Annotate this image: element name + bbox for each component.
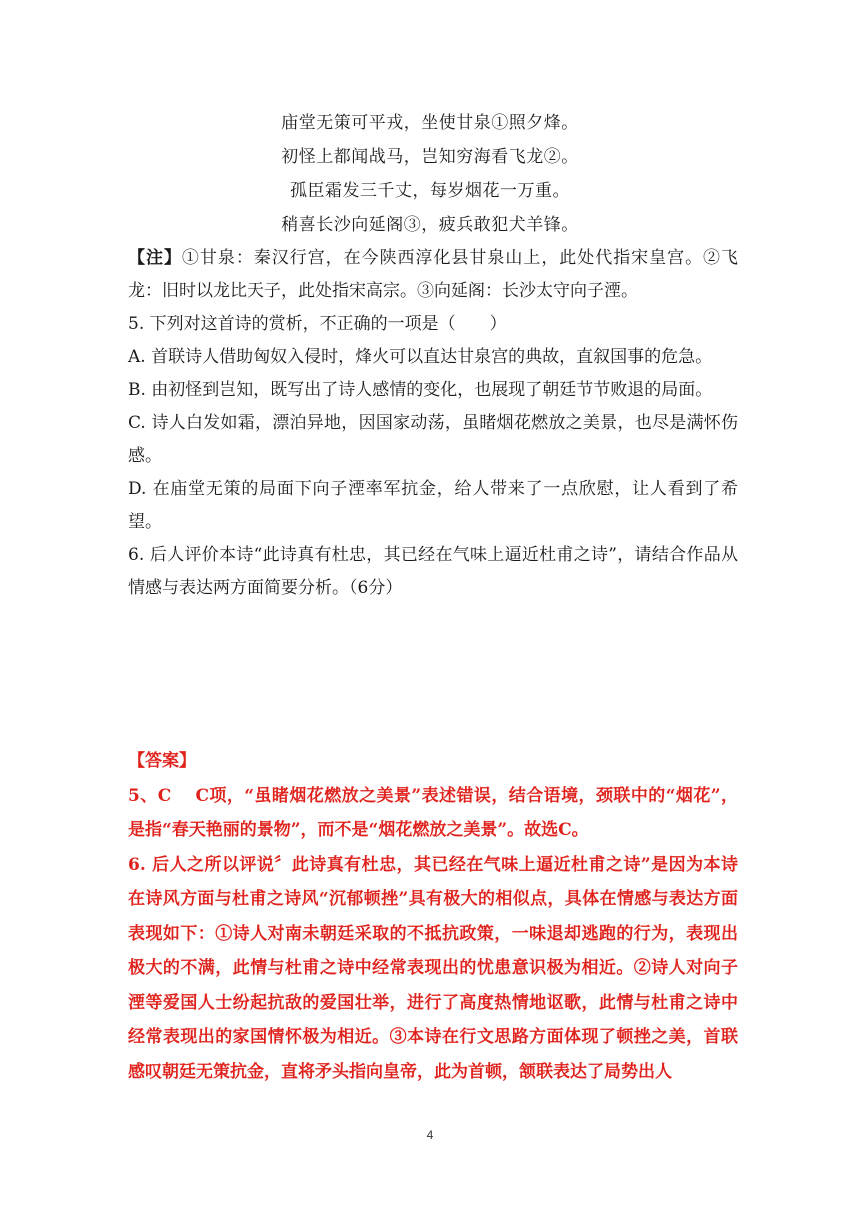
poem (0, 106, 860, 242)
notes-text: ①甘泉：秦汉行宫，在今陕西淳化县甘泉山上，此处代指宋皇宫。②飞龙：旧时以龙比天子，此处指宋高宗。③向延阁：长沙太守向子湮。 (128, 248, 739, 301)
answer-5: 5、C C项，“虽睹烟花燃放之美景”表述错误，结合语境，颈联中的“烟花”，是指“春天艳丽的景物”，而不是“烟花燃放之美景”。故选C。 (128, 785, 738, 840)
poem-notes (128, 242, 738, 308)
poem-line-1: 庙堂无策可平戎，坐使甘泉①照夕烽。 (281, 113, 579, 133)
question-5-option-a: A. 首联诗人借助匈奴入侵时，烽火可以直达甘泉宫的典故，直叙国事的危急。 (128, 347, 713, 367)
questions (128, 308, 738, 605)
page-number: 4 (426, 1128, 434, 1142)
question-5-stem: 5. 下列对这首诗的赏析，不正确的一项是（ ） (128, 314, 507, 334)
question-6-stem: 6. 后人评价本诗“此诗真有杜忠，其已经在气味上逼近杜甫之诗”，请结合作品从情感与表达两方面简要分析。（6分） (128, 545, 738, 598)
poem-line-3: 孤臣霜发三千丈，每岁烟花一万重。 (290, 181, 570, 201)
answers (128, 744, 738, 1089)
question-5-option-c: C. 诗人白发如霜，漂泊异地，因国家动荡，虽睹烟花燃放之美景，也尽是满怀伤感。 (128, 413, 738, 466)
answers-heading: 【答案】 (128, 751, 196, 771)
notes-heading: 【注】 (128, 248, 182, 268)
question-5-option-d: D. 在庙堂无策的局面下向子湮率军抗金，给人带来了一点欣慰，让人看到了希望。 (128, 479, 738, 532)
answer-6: 6. 后人之所以评说〞此诗真有杜忠，其已经在气味上逼近杜甫之诗”是因为本诗在诗风方面与杜甫之诗风“沉郁顿挫”具有极大的相似点，具体在情感与表达方面表现如下：①诗人对南未朝廷采取的不抵抗政策，一味退却逃跑的行为，表现出极大的不满，此情与杜甫之诗中经常表现出的忧患意识极为相近。②诗人对向子湮等爱国人士纷起抗敌的爱国壮举，进行了高度热情地讴歌，此情与杜甫之诗中经常表现出的家国情怀极为相近。③本诗在行文思路方面体现了顿挫之美，首联感叹朝廷无策抗金，直将矛头指向皇帝，此为首顿，颔联表达了局势出人 (128, 854, 738, 1082)
poem-line-4: 稍喜长沙向延阁③，疲兵敢犯犬羊锋。 (281, 215, 579, 235)
poem-line-2: 初怪上都闻战马，岂知穷海看飞龙②。 (281, 147, 579, 167)
question-5-option-b: B. 由初怪到岂知，既写出了诗人感情的变化，也展现了朝廷节节败退的局面。 (128, 380, 713, 400)
